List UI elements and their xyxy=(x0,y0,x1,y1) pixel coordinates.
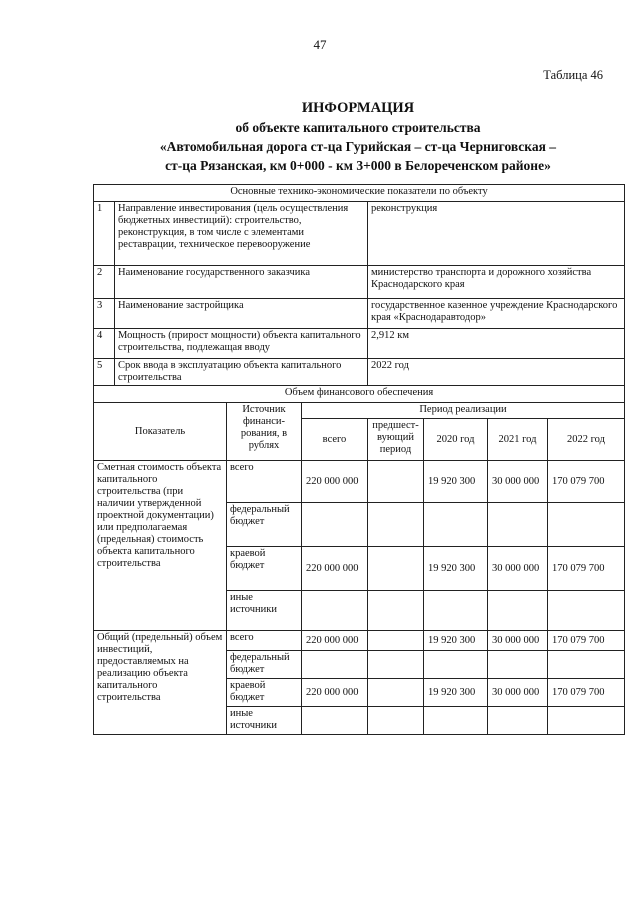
y2020-cell xyxy=(424,591,488,631)
header-2020: 2020 год xyxy=(424,419,488,461)
header-previous-period: предшест-вующий период xyxy=(368,419,424,461)
document-heading xyxy=(0,99,640,175)
y2022-cell: 170 079 700 xyxy=(548,547,625,591)
heading-subtitle: об объекте капитального строительства xyxy=(235,120,481,135)
total-cell: 220 000 000 xyxy=(302,631,368,651)
y2022-cell: 170 079 700 xyxy=(548,679,625,707)
heading-title: ИНФОРМАЦИЯ xyxy=(301,100,415,116)
indicator-name: Срок ввода в эксплуатацию объекта капитального строительства xyxy=(115,359,368,386)
header-2021: 2021 год xyxy=(488,419,548,461)
total-cell: 220 000 000 xyxy=(302,461,368,503)
previous-cell xyxy=(368,547,424,591)
indicator-name: Наименование застройщика xyxy=(115,299,368,329)
total-cell xyxy=(302,503,368,547)
y2020-cell xyxy=(424,503,488,547)
heading-object-name-1: «Автомобильная дорога ст-ца Гурийская – ст-ца Черниговская – xyxy=(159,139,557,154)
table-row xyxy=(94,461,625,503)
source-cell: всего xyxy=(227,461,302,503)
source-cell: федеральный бюджет xyxy=(227,503,302,547)
y2021-cell xyxy=(488,503,548,547)
previous-cell xyxy=(368,591,424,631)
y2021-cell: 30 000 000 xyxy=(488,461,548,503)
previous-cell xyxy=(368,503,424,547)
y2020-cell: 19 920 300 xyxy=(424,547,488,591)
y2022-cell xyxy=(548,707,625,735)
y2021-cell: 30 000 000 xyxy=(488,679,548,707)
source-cell: краевой бюджет xyxy=(227,679,302,707)
y2020-cell xyxy=(424,651,488,679)
header-source: Источник финанси-рования, в рублях xyxy=(227,403,302,461)
table-row xyxy=(94,266,625,299)
table-label: Таблица 46 xyxy=(543,68,603,82)
header-2022: 2022 год xyxy=(548,419,625,461)
table-row xyxy=(94,299,625,329)
section-header-indicators: Основные технико-экономические показатели по объекту xyxy=(94,185,625,202)
y2021-cell: 30 000 000 xyxy=(488,631,548,651)
source-cell: иные источники xyxy=(227,591,302,631)
y2022-cell xyxy=(548,503,625,547)
indicator-name: Наименование государственного заказчика xyxy=(115,266,368,299)
table-row xyxy=(94,359,625,386)
total-cell xyxy=(302,651,368,679)
previous-cell xyxy=(368,651,424,679)
previous-cell xyxy=(368,679,424,707)
heading-object-name-2: ст-ца Рязанская, км 0+000 - км 3+000 в Белореченском районе» xyxy=(165,158,551,173)
indicator-value: 2,912 км xyxy=(368,329,625,359)
indicator-name: Направление инвестирования (цель осуществления бюджетных инвестиций): строительство, реконструкция, в том числе с элементами реставрации, техническое перевооружение xyxy=(115,202,368,266)
source-cell: иные источники xyxy=(227,707,302,735)
indicator-value: государственное казенное учреждение Краснодарского края «Краснодаравтодор» xyxy=(368,299,625,329)
indicator-value: реконструкция xyxy=(368,202,625,266)
object-info-table xyxy=(93,184,625,735)
previous-cell xyxy=(368,461,424,503)
source-cell: всего xyxy=(227,631,302,651)
y2022-cell xyxy=(548,591,625,631)
indicator-name: Мощность (прирост мощности) объекта капитального строительства, подлежащая вводу xyxy=(115,329,368,359)
y2022-cell xyxy=(548,651,625,679)
previous-cell xyxy=(368,707,424,735)
total-cell: 220 000 000 xyxy=(302,547,368,591)
indicator-number: 3 xyxy=(94,299,115,329)
y2022-cell: 170 079 700 xyxy=(548,461,625,503)
y2022-cell: 170 079 700 xyxy=(548,631,625,651)
y2021-cell xyxy=(488,707,548,735)
indicator-value: 2022 год xyxy=(368,359,625,386)
section-header-financing: Объем финансового обеспечения xyxy=(94,386,625,403)
source-cell: краевой бюджет xyxy=(227,547,302,591)
total-cell xyxy=(302,707,368,735)
indicator-number: 4 xyxy=(94,329,115,359)
header-indicator: Показатель xyxy=(94,403,227,461)
table-row xyxy=(94,329,625,359)
y2020-cell: 19 920 300 xyxy=(424,631,488,651)
source-cell: федеральный бюджет xyxy=(227,651,302,679)
header-total: всего xyxy=(302,419,368,461)
total-cell xyxy=(302,591,368,631)
indicator-number: 5 xyxy=(94,359,115,386)
y2021-cell xyxy=(488,591,548,631)
indicator-value: министерство транспорта и дорожного хозяйства Краснодарского края xyxy=(368,266,625,299)
previous-cell xyxy=(368,631,424,651)
total-cell: 220 000 000 xyxy=(302,679,368,707)
indicator-number: 2 xyxy=(94,266,115,299)
group-label-total-investment: Общий (предельный) объем инвестиций, предоставляемых на реализацию объекта капитального строительства xyxy=(94,631,227,735)
group-label-estimated-cost: Сметная стоимость объекта капитального строительства (при наличии утвержденной проектной документации) или предполагаемая (предельная) стоимость объекта капитального строительства xyxy=(94,461,227,631)
indicator-number: 1 xyxy=(94,202,115,266)
header-period: Период реализации xyxy=(302,403,625,419)
y2020-cell xyxy=(424,707,488,735)
table-row xyxy=(94,202,625,266)
y2021-cell xyxy=(488,651,548,679)
y2020-cell: 19 920 300 xyxy=(424,679,488,707)
y2021-cell: 30 000 000 xyxy=(488,547,548,591)
y2020-cell: 19 920 300 xyxy=(424,461,488,503)
page-number: 47 xyxy=(313,37,327,52)
table-row xyxy=(94,631,625,651)
